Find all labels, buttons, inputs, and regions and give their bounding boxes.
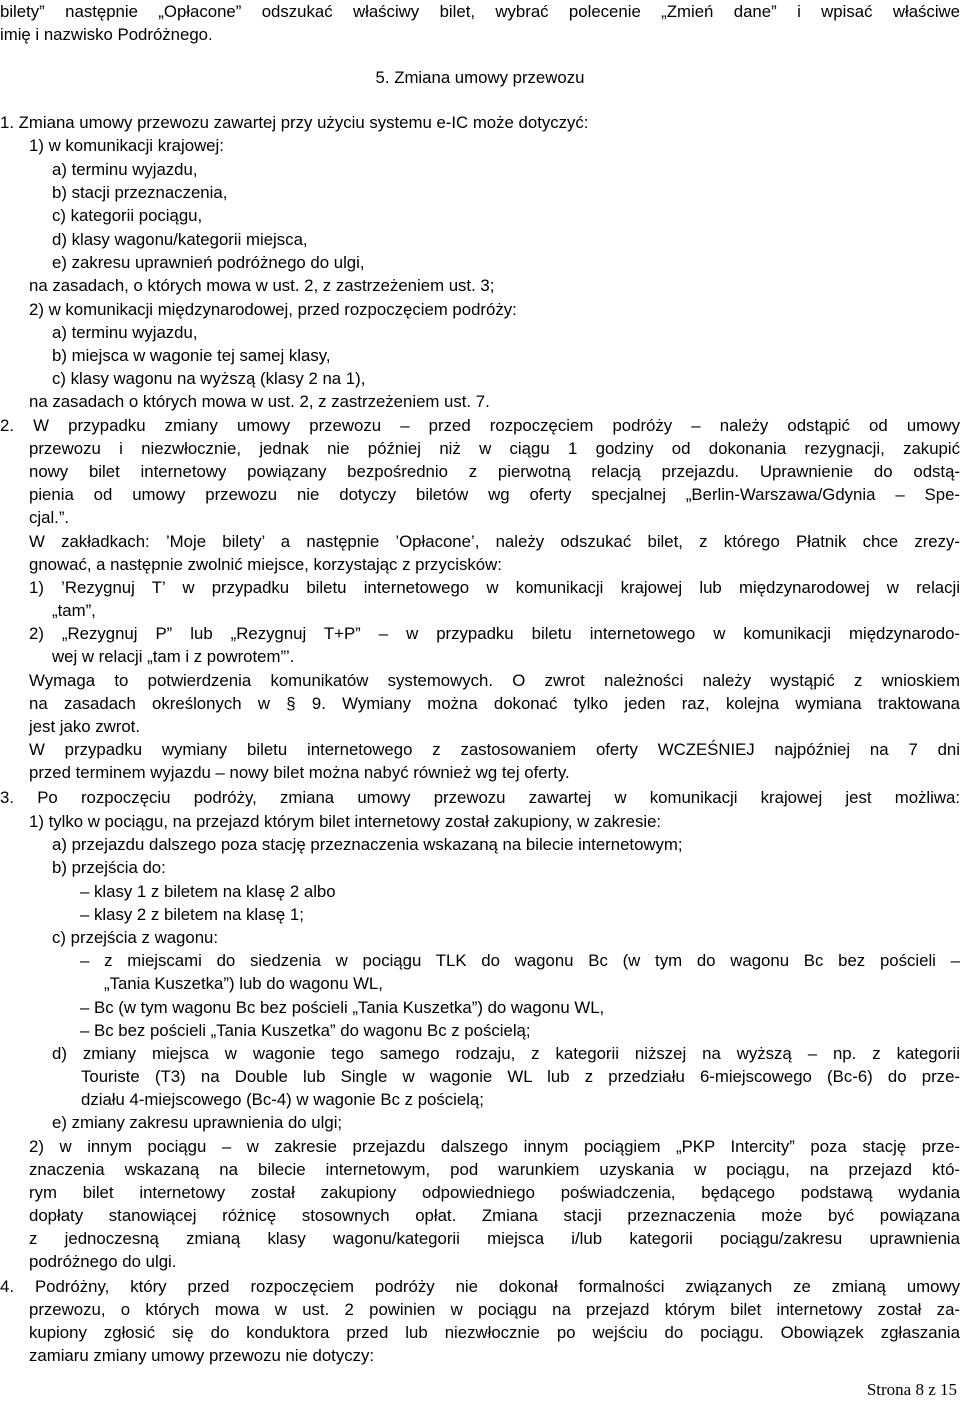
text-line: kupiony zgłosić się do konduktora przed lub niezwłocznie po wejściu do pociągu. Obowiązek zgłaszania xyxy=(29,1323,960,1342)
text-line: b) miejsca w wagonie tej samej klasy, xyxy=(52,346,331,365)
text-line: zamiaru zmiany umowy przewozu nie dotyczy: xyxy=(29,1346,375,1365)
text-line: pienia od umowy przewozu nie dotyczy biletów wg oferty specjalnej „Berlin-Warszawa/Gdynia – Spe- xyxy=(29,485,960,504)
text-line: b) przejścia do: xyxy=(52,858,166,877)
text-line: wej w relacji „tam i z powrotem”’. xyxy=(52,647,295,666)
text-line: z jednoczesną zmianą klasy wagonu/kategorii miejsca i/lub kategorii pociągu/zakresu uprawnienia xyxy=(29,1229,960,1248)
text-line: – klasy 1 z biletem na klasę 2 albo xyxy=(80,882,336,901)
text-line: gnować, a następnie zwolnić miejsce, korzystając z przycisków: xyxy=(29,555,502,574)
text-line: c) kategorii pociągu, xyxy=(52,206,203,225)
text-line: W zakładkach: ’Moje bilety’ a następnie ’Opłacone’, należy odszukać bilet, z którego Płatnik chce zrezy- xyxy=(29,532,960,551)
text-line: e) zakresu uprawnień podróżnego do ulgi, xyxy=(52,253,365,272)
text-line: przed terminem wyjazdu – nowy bilet można nabyć również wg tej oferty. xyxy=(29,763,570,782)
text-line: znaczenia wskazaną na bilecie internetowym, pod warunkiem uzyskania w pociągu, na przejazd któ- xyxy=(29,1160,960,1179)
text-line: – z miejscami do siedzenia w pociągu TLK do wagonu Bc (w tym do wagonu Bc bez pościeli – xyxy=(80,951,960,970)
text-line: cjal.”. xyxy=(29,508,70,527)
text-line: a) terminu wyjazdu, xyxy=(52,160,198,179)
text-line: b) stacji przeznaczenia, xyxy=(52,183,228,202)
text-line: 1) ’Rezygnuj T’ w przypadku biletu internetowego w komunikacji krajowej lub międzynarodowej w relacji xyxy=(29,578,960,597)
text-line: – klasy 2 z biletem na klasę 1; xyxy=(80,905,304,924)
text-line: przewozu i niezwłocznie, jednak nie później niż w ciągu 1 godziny od dokonania rezygnacji, zakupić xyxy=(29,439,960,458)
text-line: na zasadach, o których mowa w ust. 2, z zastrzeżeniem ust. 3; xyxy=(29,276,495,295)
text-line: – Bc bez pościeli „Tania Kuszetka” do wagonu Bc z pościelą; xyxy=(80,1021,531,1040)
text-line: rym bilet internetowy został zakupiony odpowiedniego poświadczenia, będącego podstawą wydania xyxy=(29,1183,960,1202)
text-line: e) zmiany zakresu uprawnienia do ulgi; xyxy=(52,1113,343,1132)
text-line: 2. W przypadku zmiany umowy przewozu – przed rozpoczęciem podróży – należy odstąpić od umowy xyxy=(0,416,960,435)
text-line: bilety” następnie „Opłacone” odszukać właściwy bilet, wybrać polecenie „Zmień dane” i wpisać właściwe xyxy=(0,2,960,21)
text-line: działu 4-miejscowego (Bc-4) w wagonie Bc z pościelą; xyxy=(81,1090,484,1109)
text-line: 2) „Rezygnuj P” lub „Rezygnuj T+P” – w przypadku biletu internetowego w komunikacji międzynarodo- xyxy=(29,624,960,643)
text-line: na zasadach o których mowa w ust. 2, z zastrzeżeniem ust. 7. xyxy=(29,392,490,411)
text-line: 4. Podróżny, który przed rozpoczęciem podróży nie dokonał formalności związanych ze zmianą umowy xyxy=(0,1277,960,1296)
text-line: nowy bilet internetowy powiązany bezpośrednio z pierwotną relacją przejazdu. Uprawnienie do odstą- xyxy=(29,462,960,481)
text-line: przewozu, o których mowa w ust. 2 powinien w pociągu na przejazd którym bilet internetowy został za- xyxy=(29,1300,960,1319)
page-footer: Strona 8 z 15 xyxy=(866,1380,957,1399)
text-line: a) przejazdu dalszego poza stację przeznaczenia wskazaną na bilecie internetowym; xyxy=(52,835,683,854)
text-line: Touriste (T3) na Double lub Single w wagonie WL lub z przedziału 6-miejscowego (Bc-6) do prze- xyxy=(81,1067,960,1086)
text-line: Wymaga to potwierdzenia komunikatów systemowych. O zwrot należności należy wystąpić z wnioskiem xyxy=(29,671,960,690)
text-line: 1) tylko w pociągu, na przejazd którym bilet internetowy został zakupiony, w zakresie: xyxy=(29,812,662,831)
text-line: 1. Zmiana umowy przewozu zawartej przy użyciu systemu e-IC może dotyczyć: xyxy=(0,113,589,132)
text-line: 2) w komunikacji międzynarodowej, przed rozpoczęciem podróży: xyxy=(29,300,517,319)
text-line: dopłaty stanowiącej różnicę stosownych opłat. Zmiana stacji przeznaczenia może być powiązana xyxy=(29,1206,960,1225)
text-line: W przypadku wymiany biletu internetowego z zastosowaniem oferty WCZEŚNIEJ najpóźniej na 7 dni xyxy=(29,740,960,759)
text-line: d) zmiany miejsca w wagonie tego samego rodzaju, z kategorii niższej na wyższą – np. z kategorii xyxy=(52,1044,960,1063)
text-line: c) przejścia z wagonu: xyxy=(52,928,219,947)
text-line: 3. Po rozpoczęciu podróży, zmiana umowy przewozu zawartej w komunikacji krajowej jest możliwa: xyxy=(0,788,960,807)
text-line: „Tania Kuszetka”) lub do wagonu WL, xyxy=(104,974,383,993)
text-line: 2) w innym pociągu – w zakresie przejazdu dalszego innym pociągiem „PKP Intercity” poza stację prze- xyxy=(29,1137,960,1156)
text-line: na zasadach określonych w § 9. Wymiany można dokonać tylko jeden raz, kolejna wymiana traktowana xyxy=(29,694,960,713)
text-line: a) terminu wyjazdu, xyxy=(52,323,198,342)
text-line: d) klasy wagonu/kategorii miejsca, xyxy=(52,230,308,249)
text-line: „tam”, xyxy=(52,601,96,620)
text-line: podróżnego do ulgi. xyxy=(29,1252,177,1271)
text-line: 5. Zmiana umowy przewozu xyxy=(375,68,585,87)
text-line: 1) w komunikacji krajowej: xyxy=(29,136,224,155)
text-line: jest jako zwrot. xyxy=(29,717,140,736)
text-line: imię i nazwisko Podróżnego. xyxy=(0,25,213,44)
text-line: c) klasy wagonu na wyższą (klasy 2 na 1), xyxy=(52,369,366,388)
text-line: – Bc (w tym wagonu Bc bez pościeli „Tania Kuszetka”) do wagonu WL, xyxy=(80,998,605,1017)
